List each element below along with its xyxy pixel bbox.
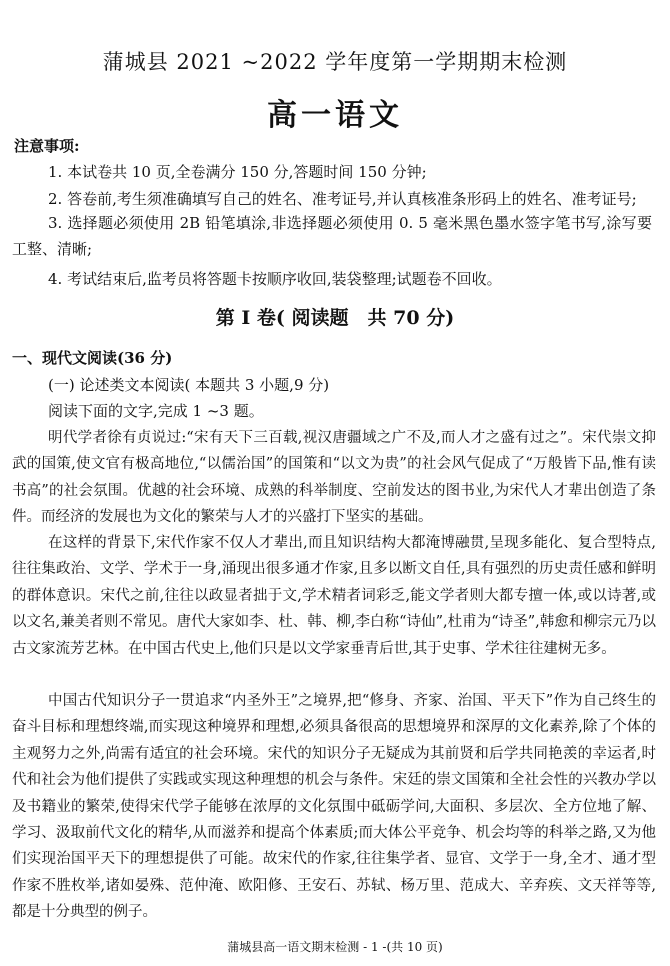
subject-title: 高一语文 — [267, 98, 403, 133]
notes-title: 注意事项: — [14, 137, 80, 155]
passage-paragraph-2: 在这样的背景下,宋代作家不仅人才辈出,而且知识结构大都淹博融贯,呈现多能化、复合型特点,往往集政治、文学、学术于一身,涌现出很多通才作家,且多以断文自任,具有强烈的历史责任感和鲜明的群体意识。宋代之前,往往以政显者拙于文,学术精者词彩乏,能文学者则大都专擅一体,或以诗著,或以文名,兼美者则不常见。唐代大家如李、杜、韩、柳,李白称“诗仙”,杜甫为“诗圣”,韩愈和柳宗元乃以古文家流芳艺林。在中国古代史上,他们只是以文学家垂青后世,其于史事、学术往往建树无多。 — [12, 535, 656, 657]
reading-instruction: 阅读下面的文字,完成 1 ~3 题。 — [48, 402, 264, 420]
passage-paragraph-3: 中国古代知识分子一贯追求“内圣外王”之境界,把“修身、齐家、治国、平天下”作为自己终生的奋斗目标和理想终端,而实现这种境界和理想,必须具备很高的思想境界和深厚的文化素养,除了个体的主观努力之外,尚需有适宜的社会环境。宋代的知识分子无疑成为其前贤和后学共同艳羡的幸运者,时代和社会为他们提供了实践或实现这种理想的机会与条件。宋廷的崇文国策和全社会性的兴教办学以及书籍业的繁荣,使得宋代学子能够在浓厚的文化氛围中砥砺学问,大面积、多层次、全方位地了解、学习、汲取前代文化的精华,从而滋养和提高个体素质;而大体公平竞争、机会均等的科举之路,又为他们实现治国平天下的理想提供了可能。故宋代的作家,往往集学者、显官、文学于一身,全才、通才型作家不胜枚举,诸如晏殊、范仲淹、欧阳修、王安石、苏轼、杨万里、范成大、辛弃疾、文天祥等等,都是十分典型的例子。 — [12, 693, 656, 921]
note-item-2: 2. 答卷前,考生须准确填写自己的姓名、准考证号,并认真核准条形码上的姓名、准考证号; — [48, 190, 637, 208]
note-item-3: 3. 选择题必须使用 2B 铅笔填涂,非选择题必须使用 0. 5 毫米黑色墨水签字笔书写,涂写要工整、清晰; — [12, 214, 652, 258]
section-title: 一、现代文阅读(36 分) — [12, 349, 173, 367]
note-item-1: 1. 本试卷共 10 页,全卷满分 150 分,答题时间 150 分钟; — [48, 163, 427, 181]
volume-title: 第 Ⅰ 卷( 阅读题 共 70 分) — [215, 307, 455, 329]
page-footer: 蒲城县高一语文期末检测 - 1 -(共 10 页) — [227, 940, 443, 954]
exam-title: 蒲城县 2021 ~2022 学年度第一学期期末检测 — [102, 50, 568, 74]
subsection-title: (一) 论述类文本阅读( 本题共 3 小题,9 分) — [48, 376, 330, 394]
note-item-4: 4. 考试结束后,监考员将答题卡按顺序收回,装袋整理;试题卷不回收。 — [48, 270, 502, 288]
passage-paragraph-1: 明代学者徐有贞说过:“宋有天下三百载,视汉唐疆域之广不及,而人才之盛有过之”。宋代崇文抑武的国策,使文官有极高地位,“以儒治国”的国策和“以文为贵”的社会风气促成了“万般皆下品,惟有读书高”的社会氛围。优越的社会环境、成熟的科举制度、空前发达的图书业,为宋代人才辈出创造了条件。而经济的发展也为文化的繁荣与人才的兴盛打下坚实的基础。 — [12, 430, 656, 526]
